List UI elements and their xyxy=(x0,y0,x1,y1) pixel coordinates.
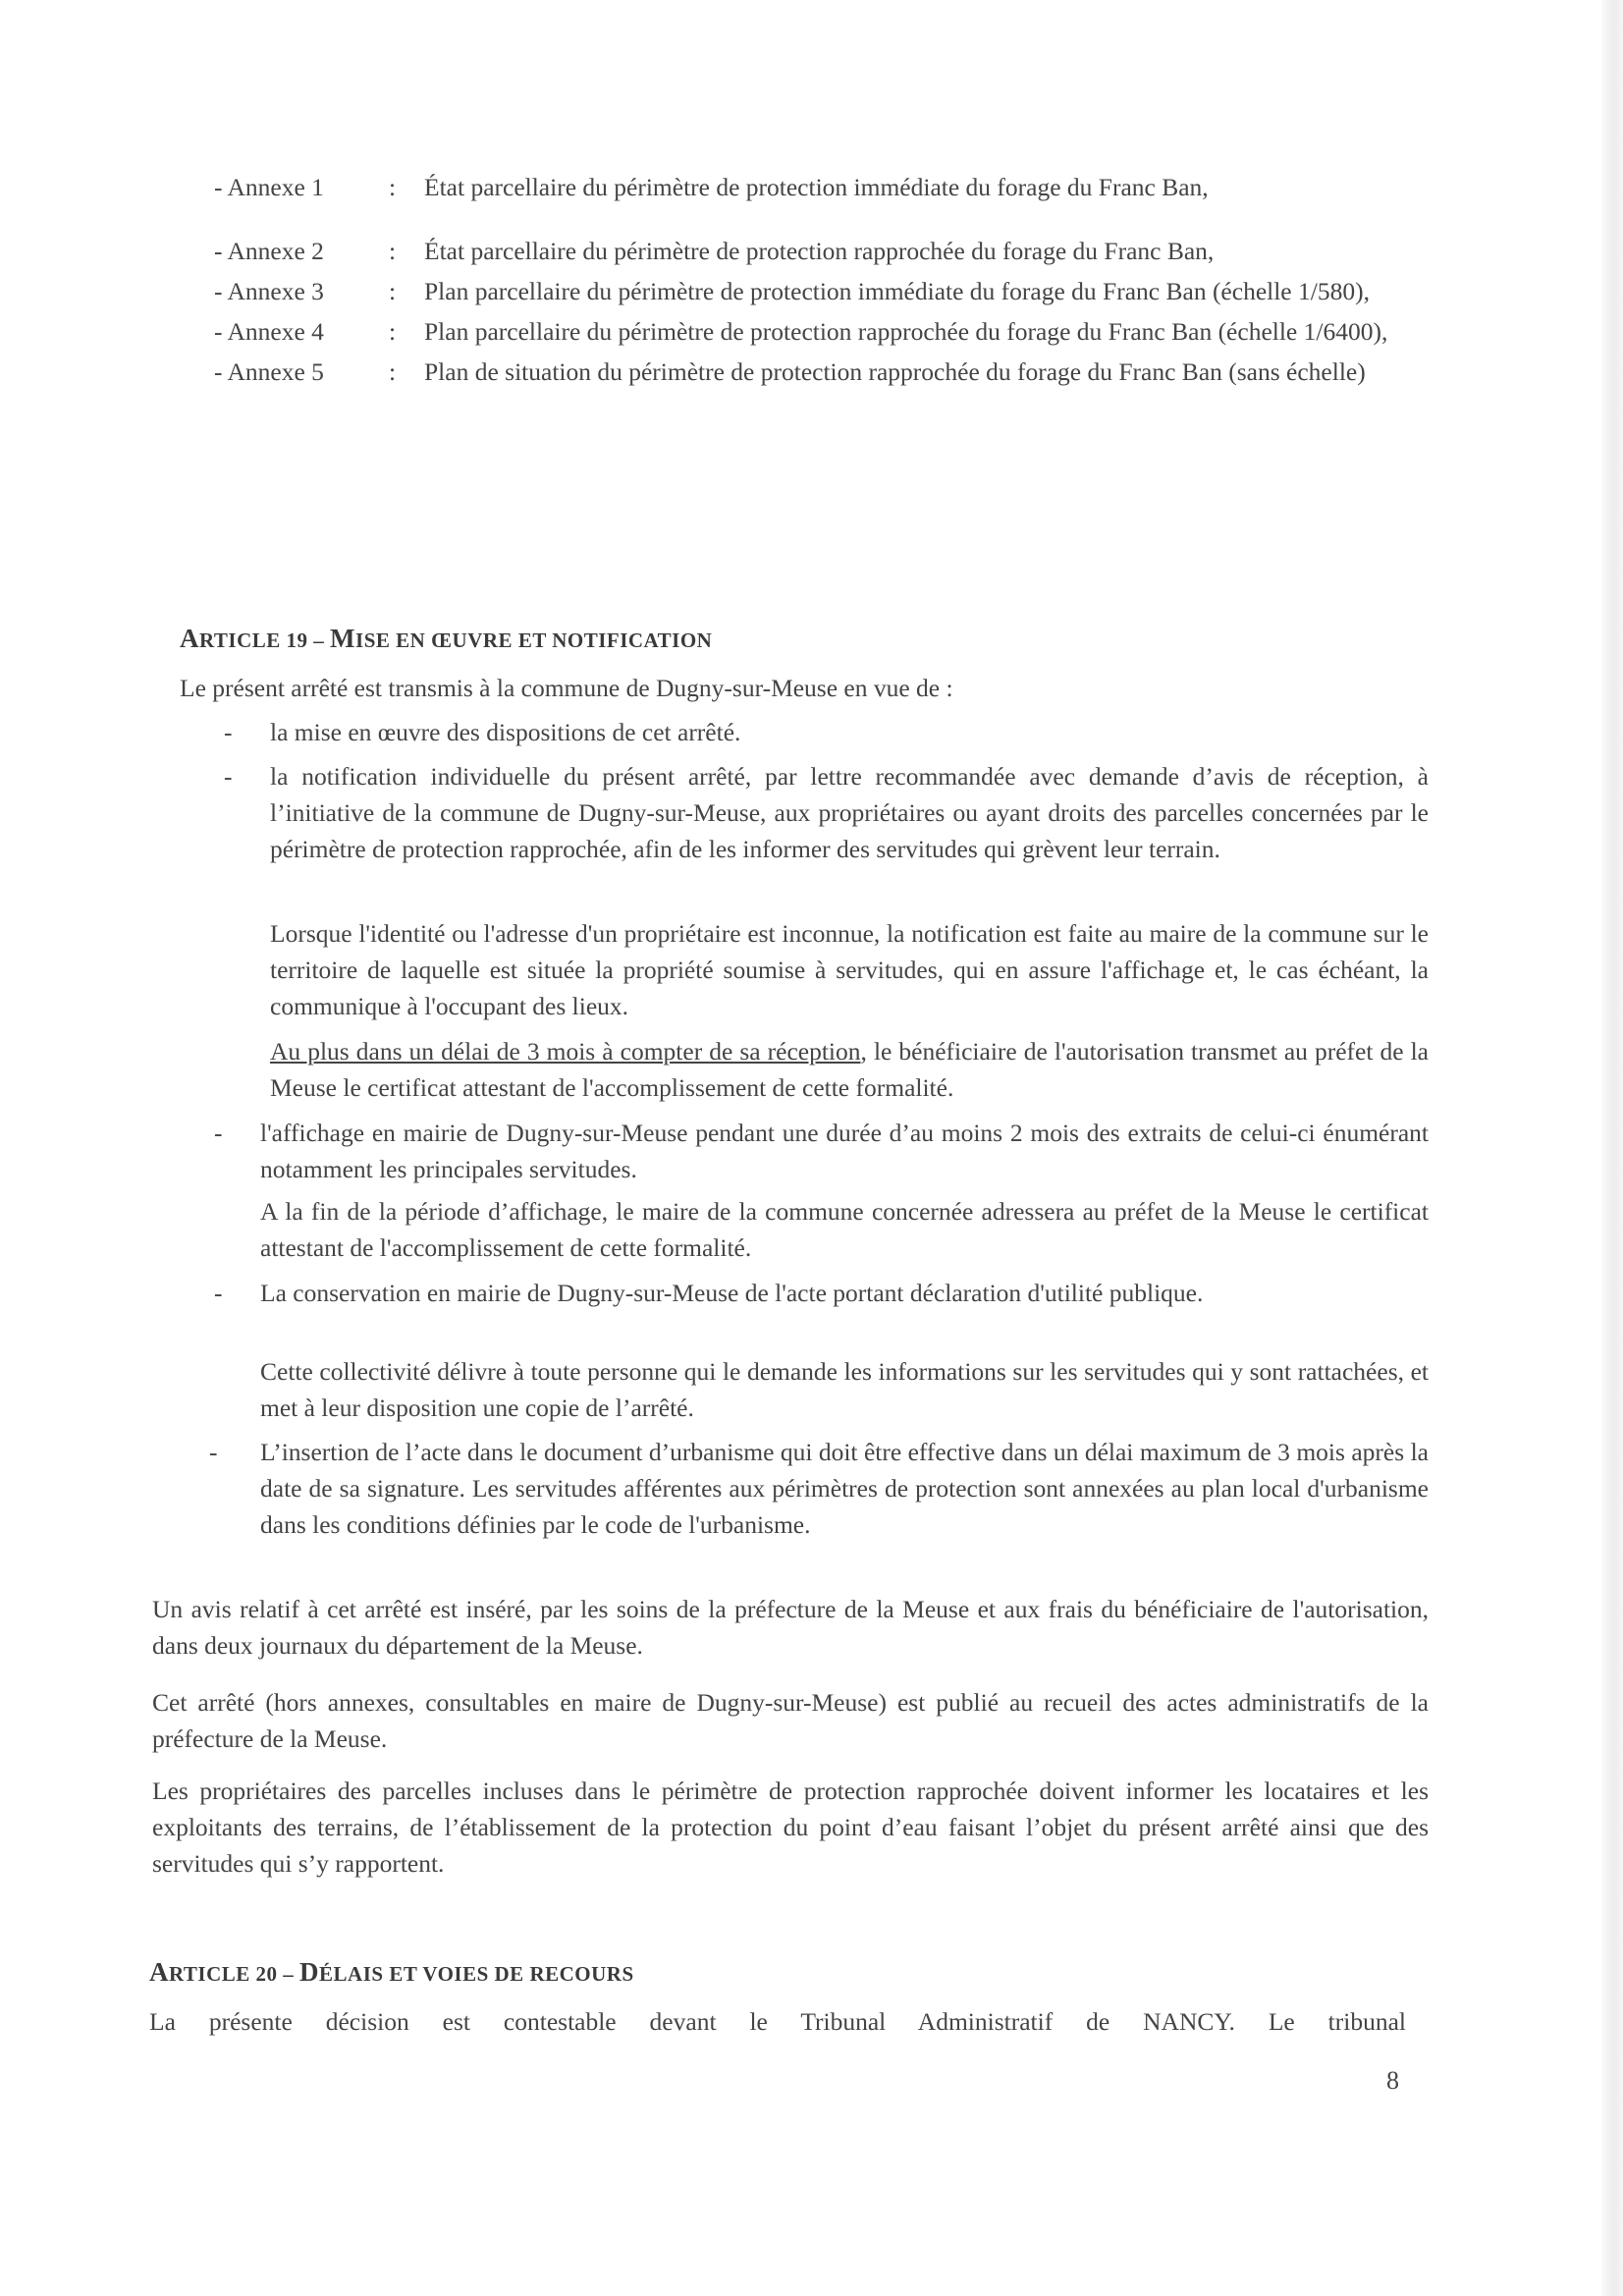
annex-colon: : xyxy=(389,317,397,346)
annex-label: - Annexe 3 xyxy=(214,277,324,305)
article-19-heading xyxy=(180,621,712,659)
annex-colon: : xyxy=(389,237,397,265)
heading-initial: A xyxy=(149,1957,169,1987)
annex-item xyxy=(214,313,1451,350)
article-19-intro: Le présent arrêté est transmis à la commune de Dugny-sur-Meuse en vue de : xyxy=(180,674,953,702)
list-item: la notification individuelle du présent arrêté, par lettre recommandée avec demande d’avis de réception, à l’initiative de la commune de Dugny-sur-Meuse, aux propriétaires ou ayant droits des parcelles concernées par le périmètre de protection rapprochée, afin de les informer des servitudes qui grèvent leur terrain. xyxy=(270,762,1429,863)
bullet-dash: - xyxy=(224,718,233,746)
annex-label: - Annexe 4 xyxy=(214,317,324,346)
bullet-dash: - xyxy=(214,1279,223,1307)
heading-part: RTICLE 19 – xyxy=(199,629,331,652)
annex-item xyxy=(214,169,1451,205)
annex-colon: : xyxy=(389,277,397,305)
annex-list xyxy=(214,169,1451,394)
heading-initial: M xyxy=(330,624,356,653)
list-item-paragraph: Lorsque l'identité ou l'adresse d'un propriétaire est inconnue, la notification est faite au maire de la commune sur le territoire de laquelle est située la propriété soumise à servitudes, qui en assure l'affichage et, le cas échéant, la communique à l'occupant des lieux. xyxy=(270,919,1429,1020)
annex-description: Plan parcellaire du périmètre de protection rapprochée du forage du Franc Ban (échelle 1/6400), xyxy=(424,317,1388,346)
list-item-paragraph: A la fin de la période d’affichage, le maire de la commune concernée adressera au préfet de la Meuse le certificat attestant de l'accomplissement de cette formalité. xyxy=(260,1197,1429,1262)
annex-item xyxy=(214,354,1451,390)
list-item: la mise en œuvre des dispositions de cet arrêté. xyxy=(270,718,741,746)
annex-description: Plan parcellaire du périmètre de protection immédiate du forage du Franc Ban (échelle 1/580), xyxy=(424,277,1370,305)
heading-part: ÉLAIS ET VOIES DE RECOURS xyxy=(319,1962,634,1986)
annex-label: - Annexe 2 xyxy=(214,237,324,265)
list-item: L’insertion de l’acte dans le document d’urbanisme qui doit être effective dans un délai maximum de 3 mois après la date de sa signature. Les servitudes afférentes aux périmètres de protection sont annexées au plan local d'urbanisme dans les conditions définies par le code de l'urbanisme. xyxy=(260,1438,1429,1539)
heading-initial: D xyxy=(299,1957,320,1987)
annex-item xyxy=(214,233,1451,269)
list-item: l'affichage en mairie de Dugny-sur-Meuse pendant une durée d’au moins 2 mois des extraits de celui-ci énumérant notamment les principales servitudes. xyxy=(260,1119,1429,1183)
annex-description: État parcellaire du périmètre de protection immédiate du forage du Franc Ban, xyxy=(424,173,1209,201)
bullet-dash: - xyxy=(209,1438,218,1466)
bullet-dash: - xyxy=(214,1119,223,1147)
heading-part: RTICLE 20 – xyxy=(169,1962,300,1986)
annex-item xyxy=(214,273,1451,309)
scan-edge-shadow xyxy=(1601,0,1623,2296)
annex-label: - Annexe 1 xyxy=(214,173,324,201)
heading-part: ISE EN ŒUVRE ET NOTIFICATION xyxy=(355,629,713,652)
annex-description: Plan de situation du périmètre de protection rapprochée du forage du Franc Ban (sans échelle) xyxy=(424,357,1366,386)
annex-colon: : xyxy=(389,357,397,386)
paragraph: Un avis relatif à cet arrêté est inséré, par les soins de la préfecture de la Meuse et aux frais du bénéficiaire de l'autorisation, dans deux journaux du département de la Meuse. xyxy=(152,1595,1429,1660)
article-20-heading xyxy=(149,1954,634,1993)
annex-description: État parcellaire du périmètre de protection rapprochée du forage du Franc Ban, xyxy=(424,237,1215,265)
paragraph: Les propriétaires des parcelles incluses dans le périmètre de protection rapprochée doivent informer les locataires et les exploitants des terrains, de l’établissement de la protection du point d’eau faisant l’objet du présent arrêté ainsi que des servitudes qui s’y rapportent. xyxy=(152,1777,1429,1878)
annex-colon: : xyxy=(389,173,397,201)
paragraph: Cet arrêté (hors annexes, consultables en maire de Dugny-sur-Meuse) est publié au recueil des actes administratifs de la préfecture de la Meuse. xyxy=(152,1688,1429,1753)
bullet-dash: - xyxy=(224,762,233,791)
list-item-paragraph xyxy=(270,1033,1429,1106)
list-item: La conservation en mairie de Dugny-sur-Meuse de l'acte portant déclaration d'utilité publique. xyxy=(260,1279,1204,1307)
underlined-deadline: Au plus dans un délai de 3 mois à compter de sa réception xyxy=(270,1037,861,1066)
heading-initial: A xyxy=(180,624,199,653)
page-number: 8 xyxy=(1386,2066,1399,2095)
list-item-paragraph: Cette collectivité délivre à toute personne qui le demande les informations sur les servitudes qui y sont rattachées, et met à leur disposition une copie de l’arrêté. xyxy=(260,1357,1429,1422)
article-20-text: La présente décision est contestable devant le Tribunal Administratif de NANCY. Le tribunal xyxy=(149,2007,1406,2036)
deadline-rest: , le bénéficiaire de l'autorisation transmet au préfet de la Meuse le certificat attestant de l'accomplissement de cette formalité. xyxy=(270,1037,1429,1102)
annex-label: - Annexe 5 xyxy=(214,357,324,386)
